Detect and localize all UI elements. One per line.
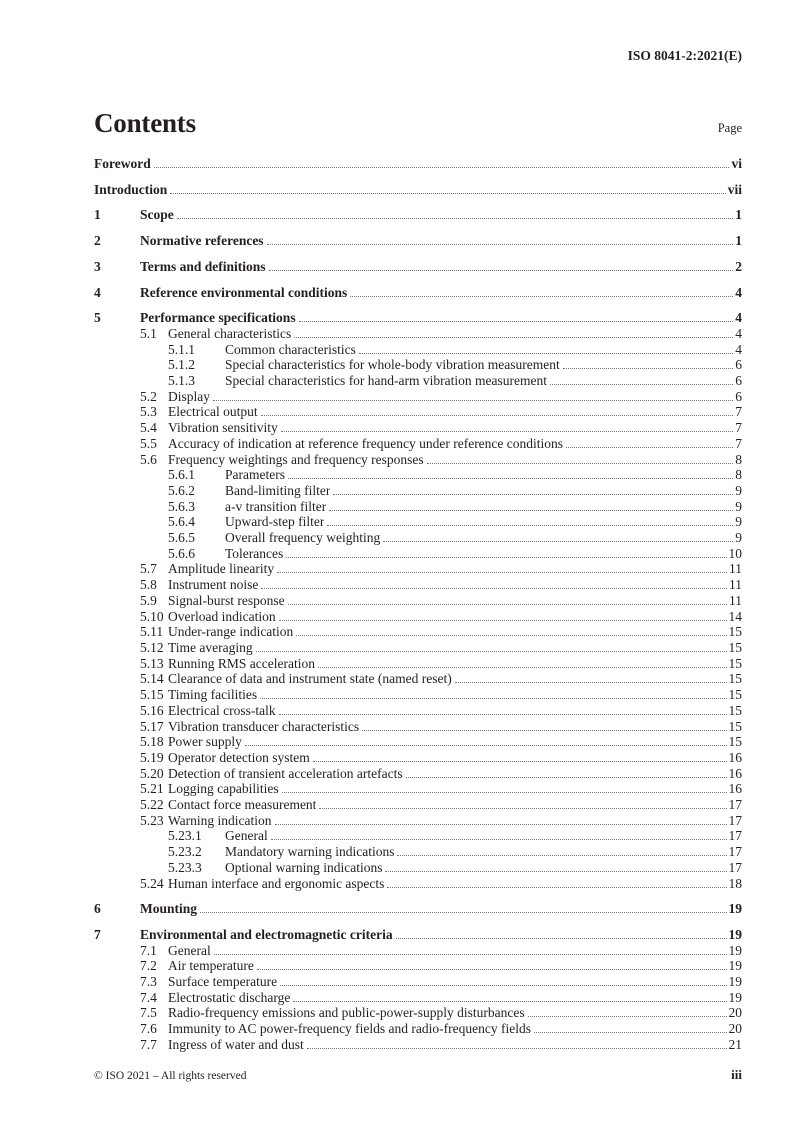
toc-entry-title: Detection of transient acceleration artefacts — [168, 765, 403, 781]
toc-entry-page: 19 — [728, 989, 742, 1005]
toc-entry[interactable] — [94, 609, 742, 625]
toc-entry-number: 5.22 — [140, 797, 164, 813]
toc-entry[interactable] — [94, 357, 742, 373]
toc-entry-title: Normative references — [140, 233, 264, 249]
dot-leader — [383, 541, 733, 542]
page-number: iii — [731, 1067, 742, 1082]
toc-entry[interactable] — [94, 943, 742, 959]
dot-leader — [282, 792, 727, 793]
toc-entry-number: 3 — [94, 258, 101, 274]
toc-entry-page: 16 — [728, 749, 742, 765]
toc-entry-title: Time averaging — [168, 639, 253, 655]
toc-entry-title: Mandatory warning indications — [225, 844, 395, 860]
dot-leader — [261, 588, 727, 589]
toc-entry-page: 6 — [735, 357, 742, 373]
dot-leader — [200, 912, 726, 913]
toc-entry-page: 9 — [735, 530, 742, 546]
toc-entry-title: Immunity to AC power-frequency fields and radio-frequency fields — [168, 1021, 531, 1037]
toc-entry-number: 5.17 — [140, 718, 164, 734]
toc-entry-number: 5.8 — [140, 577, 157, 593]
dot-leader — [387, 887, 726, 888]
toc-entry-page: 15 — [728, 655, 742, 671]
dot-leader — [319, 808, 726, 809]
page-column-label: Page — [717, 121, 742, 135]
toc-entry[interactable] — [94, 734, 742, 750]
toc-entry-page: 1 — [735, 233, 742, 249]
dot-leader — [455, 682, 727, 683]
dot-leader — [359, 353, 733, 354]
toc-entry-title: Optional warning indications — [225, 859, 383, 875]
toc-entry-number: 6 — [94, 901, 101, 917]
toc-entry-page: 17 — [728, 844, 742, 860]
dot-leader — [279, 714, 727, 715]
toc-entry[interactable] — [94, 1005, 742, 1021]
toc-entry-number: 5.11 — [140, 624, 164, 640]
toc-entry[interactable] — [94, 182, 742, 198]
toc-entry[interactable] — [94, 813, 742, 829]
dot-leader — [177, 218, 734, 219]
toc-entry-number: 5.10 — [140, 608, 164, 624]
dot-leader — [245, 745, 727, 746]
toc-entry-page: 8 — [735, 467, 742, 483]
dot-leader — [534, 1032, 727, 1033]
toc-entry-page: 9 — [735, 514, 742, 530]
toc-entry[interactable] — [94, 876, 742, 892]
toc-entry-title: Special characteristics for whole-body vibration measurement — [225, 357, 560, 373]
toc-entry-number: 5.6.6 — [168, 545, 195, 561]
toc-entry-number: 5.15 — [140, 687, 164, 703]
toc-entry-page: 21 — [728, 1036, 742, 1052]
toc-entry-title: Overall frequency weighting — [225, 530, 381, 546]
dot-leader — [362, 730, 726, 731]
toc-entry-title: Logging capabilities — [168, 781, 279, 797]
toc-entry[interactable] — [94, 844, 742, 860]
dot-leader — [294, 337, 733, 338]
toc-entry-page: 7 — [735, 435, 742, 451]
toc-entry-title: Electrical output — [168, 404, 258, 420]
toc-entry-number: 7.3 — [140, 974, 157, 990]
toc-entry-title: Introduction — [94, 181, 168, 197]
toc-entry[interactable] — [94, 671, 742, 687]
toc-entry-number: 7.1 — [140, 942, 157, 958]
toc-entry-page: 17 — [728, 797, 742, 813]
dot-leader — [318, 667, 727, 668]
toc-entry[interactable] — [94, 1037, 742, 1053]
dot-leader — [566, 447, 733, 448]
toc-entry-page: 15 — [728, 734, 742, 750]
toc-entry[interactable] — [94, 404, 742, 420]
toc-entry[interactable] — [94, 860, 742, 876]
toc-entry[interactable] — [94, 687, 742, 703]
toc-entry-page: 19 — [728, 958, 742, 974]
toc-entry[interactable] — [94, 927, 742, 943]
toc-entry[interactable] — [94, 342, 742, 358]
toc-entry-title: General — [225, 828, 268, 844]
toc-entry[interactable] — [94, 1021, 742, 1037]
toc-entry-page: 4 — [735, 284, 742, 300]
toc-entry-number: 5.3 — [140, 404, 157, 420]
toc-entry-number: 5.1.2 — [168, 357, 195, 373]
toc-entry-page: 17 — [728, 828, 742, 844]
toc-entry-title: Accuracy of indication at reference frequency under reference conditions — [168, 435, 564, 451]
toc-entry-number: 5.18 — [140, 734, 164, 750]
toc-entry-title: Running RMS acceleration — [168, 655, 315, 671]
toc-entry-page: 2 — [735, 258, 742, 274]
toc-entry-title: Parameters — [225, 467, 285, 483]
toc-entry[interactable] — [94, 990, 742, 1006]
toc-entry-page: 4 — [735, 341, 742, 357]
toc-entry-number: 5.6.2 — [168, 482, 195, 498]
dot-leader — [293, 1001, 726, 1002]
dot-leader — [271, 839, 727, 840]
toc-entry-page: 15 — [728, 671, 742, 687]
toc-entry-title: Common characteristics — [225, 341, 356, 357]
toc-entry-page: 9 — [735, 498, 742, 514]
toc-entry[interactable] — [94, 499, 742, 515]
toc-entry-number: 5.23 — [140, 812, 164, 828]
toc-entry-title: Reference environmental conditions — [140, 284, 348, 300]
toc-entry-number: 7.7 — [140, 1036, 157, 1052]
dot-leader — [280, 985, 726, 986]
dot-leader — [286, 557, 726, 558]
dot-leader — [528, 1016, 727, 1017]
dot-leader — [396, 938, 727, 939]
dot-leader — [275, 824, 727, 825]
toc-entry-number: 5.19 — [140, 749, 164, 765]
toc-entry-title: Vibration transducer characteristics — [168, 718, 360, 734]
toc-entry-page: 20 — [728, 1005, 742, 1021]
toc-entry-title: Environmental and electromagnetic criteria — [140, 926, 393, 942]
toc-entry-number: 5.6.1 — [168, 467, 195, 483]
dot-leader — [327, 525, 733, 526]
toc-entry[interactable] — [94, 420, 742, 436]
toc-entry-page: 15 — [728, 624, 742, 640]
toc-entry-page: 17 — [728, 812, 742, 828]
toc-entry-title: Tolerances — [225, 545, 284, 561]
toc-entry-title: Clearance of data and instrument state (named reset) — [168, 671, 452, 687]
dot-leader — [385, 871, 726, 872]
toc-entry-page: 18 — [728, 875, 742, 891]
dot-leader — [281, 431, 733, 432]
toc-entry-number: 5.6.3 — [168, 498, 195, 514]
toc-entry[interactable] — [94, 577, 742, 593]
toc-entry-number: 7.2 — [140, 958, 157, 974]
dot-leader — [296, 635, 726, 636]
toc-entry-number: 5.24 — [140, 875, 164, 891]
toc-entry-title: Warning indication — [168, 812, 272, 828]
toc-entry[interactable] — [94, 373, 742, 389]
toc-entry[interactable] — [94, 467, 742, 483]
toc-entry-title: Under-range indication — [168, 624, 294, 640]
toc-entry-title: Air temperature — [168, 958, 254, 974]
toc-entry[interactable] — [94, 750, 742, 766]
toc-entry[interactable] — [94, 326, 742, 342]
toc-entry-title: Power supply — [168, 734, 242, 750]
toc-entry-number: 1 — [94, 207, 101, 223]
dot-leader — [257, 969, 727, 970]
toc-list — [94, 156, 742, 1053]
dot-leader — [256, 651, 727, 652]
toc-entry-title: Performance specifications — [140, 310, 296, 326]
toc-entry-title: Electrical cross-talk — [168, 702, 276, 718]
toc-entry[interactable] — [94, 593, 742, 609]
toc-entry-page: 11 — [729, 561, 742, 577]
dot-leader — [350, 296, 733, 297]
toc-entry-page: 19 — [728, 974, 742, 990]
toc-entry-number: 5.1 — [140, 325, 157, 341]
toc-entry[interactable] — [94, 561, 742, 577]
toc-entry-page: 16 — [728, 765, 742, 781]
toc-entry[interactable] — [94, 781, 742, 797]
toc-entry[interactable] — [94, 546, 742, 562]
toc-entry-number: 5.1.3 — [168, 373, 195, 389]
toc-entry[interactable] — [94, 974, 742, 990]
toc-entry-title: Ingress of water and dust — [168, 1036, 304, 1052]
toc-entry-page: 8 — [735, 451, 742, 467]
toc-entry-number: 7.5 — [140, 1005, 157, 1021]
toc-entry-title: Foreword — [94, 156, 151, 171]
toc-entry-title: a-v transition filter — [225, 498, 327, 514]
toc-entry-page: 4 — [735, 310, 742, 326]
dot-leader — [279, 620, 727, 621]
dot-leader — [288, 604, 727, 605]
toc-entry[interactable] — [94, 310, 742, 326]
toc-entry[interactable] — [94, 901, 742, 917]
dot-leader — [329, 510, 733, 511]
dot-leader — [307, 1048, 727, 1049]
contents-title: Contents — [94, 108, 196, 138]
toc-entry-page: 19 — [728, 942, 742, 958]
toc-entry-page: 20 — [728, 1021, 742, 1037]
copyright-notice: © ISO 2021 – All rights reserved — [94, 1070, 247, 1082]
dot-leader — [397, 855, 726, 856]
toc-entry-title: Vibration sensitivity — [168, 420, 278, 436]
toc-entry-title: General — [168, 942, 211, 958]
dot-leader — [261, 415, 734, 416]
toc-entry-number: 5.6 — [140, 451, 157, 467]
toc-entry-page: 17 — [728, 859, 742, 875]
toc-entry-number: 7.6 — [140, 1021, 157, 1037]
dot-leader — [260, 698, 726, 699]
dot-leader — [333, 494, 733, 495]
toc-entry[interactable] — [94, 483, 742, 499]
toc-entry-number: 5.12 — [140, 639, 164, 655]
toc-entry-number: 5.9 — [140, 592, 157, 608]
toc-entry-number: 5.23.2 — [168, 844, 202, 860]
toc-entry-number: 5.13 — [140, 655, 164, 671]
toc-entry-page: 15 — [728, 639, 742, 655]
toc-entry[interactable] — [94, 766, 742, 782]
toc-entry-number: 7.4 — [140, 989, 157, 1005]
dot-leader — [277, 572, 727, 573]
page-footer — [94, 1068, 742, 1083]
dot-leader — [313, 761, 727, 762]
toc-entry-title: Upward-step filter — [225, 514, 325, 530]
toc-entry-number: 5.6.5 — [168, 530, 195, 546]
dot-leader — [406, 777, 727, 778]
toc-entry-page: vii — [727, 181, 742, 197]
toc-entry-number: 5.2 — [140, 388, 157, 404]
toc-entry-title: Surface temperature — [168, 974, 278, 990]
dot-leader — [299, 321, 734, 322]
toc-entry-number: 5.5 — [140, 435, 157, 451]
toc-entry-title: Special characteristics for hand-arm vibration measurement — [225, 373, 547, 389]
dot-leader — [214, 954, 727, 955]
toc-entry-title: Overload indication — [168, 608, 276, 624]
toc-entry-title: Human interface and ergonomic aspects — [168, 875, 385, 891]
toc-entry-title: Band-limiting filter — [225, 482, 331, 498]
toc-entry[interactable] — [94, 719, 742, 735]
toc-entry-title: Timing facilities — [168, 687, 258, 703]
toc-entry-title: Instrument noise — [168, 577, 259, 593]
toc-entry-title: Scope — [140, 207, 174, 223]
toc-entry[interactable] — [94, 958, 742, 974]
toc-entry-page: 1 — [735, 207, 742, 223]
toc-entry-number: 5.14 — [140, 671, 164, 687]
toc-entry-page: 15 — [728, 687, 742, 703]
toc-entry-title: Frequency weightings and frequency responses — [168, 451, 424, 467]
dot-leader — [550, 384, 733, 385]
dot-leader — [213, 400, 733, 401]
contents-heading — [94, 108, 742, 138]
dot-leader — [563, 368, 733, 369]
dot-leader — [170, 193, 725, 194]
toc-entry[interactable] — [94, 233, 742, 249]
toc-entry-page: 14 — [728, 608, 742, 624]
toc-entry[interactable] — [94, 514, 742, 530]
toc-entry-title: Electrostatic discharge — [168, 989, 291, 1005]
toc-entry[interactable] — [94, 797, 742, 813]
toc-entry-title: Contact force measurement — [168, 797, 317, 813]
toc-entry[interactable] — [94, 530, 742, 546]
toc-entry-title: Signal-burst response — [168, 592, 285, 608]
toc-entry[interactable] — [94, 285, 742, 301]
toc-entry[interactable] — [94, 436, 742, 452]
toc-entry-page: 19 — [728, 926, 742, 942]
toc-entry-page: 9 — [735, 482, 742, 498]
dot-leader — [267, 244, 734, 245]
toc-entry-number: 5.20 — [140, 765, 164, 781]
toc-entry-page: 6 — [735, 373, 742, 389]
toc-entry[interactable] — [94, 624, 742, 640]
toc-entry[interactable] — [94, 703, 742, 719]
toc-entry-number: 4 — [94, 284, 101, 300]
toc-entry-number: 5.4 — [140, 420, 157, 436]
toc-entry-title: Operator detection system — [168, 749, 310, 765]
toc-entry-title: Radio-frequency emissions and public-power-supply disturbances — [168, 1005, 525, 1021]
dot-leader — [427, 463, 734, 464]
toc-entry-number: 5.23.3 — [168, 859, 202, 875]
toc-entry-page: 11 — [729, 592, 742, 608]
dot-leader — [269, 270, 734, 271]
toc-entry-number: 5.6.4 — [168, 514, 195, 530]
toc-entry[interactable] — [94, 259, 742, 275]
toc-entry[interactable] — [94, 389, 742, 405]
dot-leader — [154, 167, 730, 168]
toc-entry-page: 15 — [728, 718, 742, 734]
toc-entry-number: 5.23.1 — [168, 828, 202, 844]
toc-entry-title: Terms and definitions — [140, 258, 266, 274]
toc-entry-page: 16 — [728, 781, 742, 797]
toc-entry-number: 5.21 — [140, 781, 164, 797]
toc-entry-page: 10 — [728, 545, 742, 561]
toc-entry-number: 7 — [94, 926, 101, 942]
toc-entry-page: 7 — [735, 420, 742, 436]
toc-entry[interactable] — [94, 452, 742, 468]
toc-entry-page: 11 — [729, 577, 742, 593]
toc-entry-number: 5.16 — [140, 702, 164, 718]
toc-entry-title: Mounting — [140, 901, 198, 917]
toc-entry-title: General characteristics — [168, 325, 292, 341]
toc-entry-page: 19 — [728, 901, 742, 917]
toc-entry[interactable] — [94, 656, 742, 672]
toc-entry-number: 5.7 — [140, 561, 157, 577]
toc-entry[interactable] — [94, 828, 742, 844]
toc-entry[interactable] — [94, 156, 742, 172]
toc-entry-number: 5.1.1 — [168, 341, 195, 357]
toc-entry-number: 5 — [94, 310, 101, 326]
document-reference: ISO 8041-2:2021(E) — [627, 48, 742, 63]
toc-entry-page: 6 — [735, 388, 742, 404]
toc-entry-page: 4 — [735, 325, 742, 341]
toc-entry-number: 2 — [94, 233, 101, 249]
toc-entry-title: Display — [168, 388, 210, 404]
toc-entry[interactable] — [94, 207, 742, 223]
toc-entry-page: 7 — [735, 404, 742, 420]
dot-leader — [288, 478, 733, 479]
toc-entry-title: Amplitude linearity — [168, 561, 275, 577]
toc-entry-page: vi — [731, 156, 742, 171]
toc-entry-page: 15 — [728, 702, 742, 718]
toc-entry[interactable] — [94, 640, 742, 656]
